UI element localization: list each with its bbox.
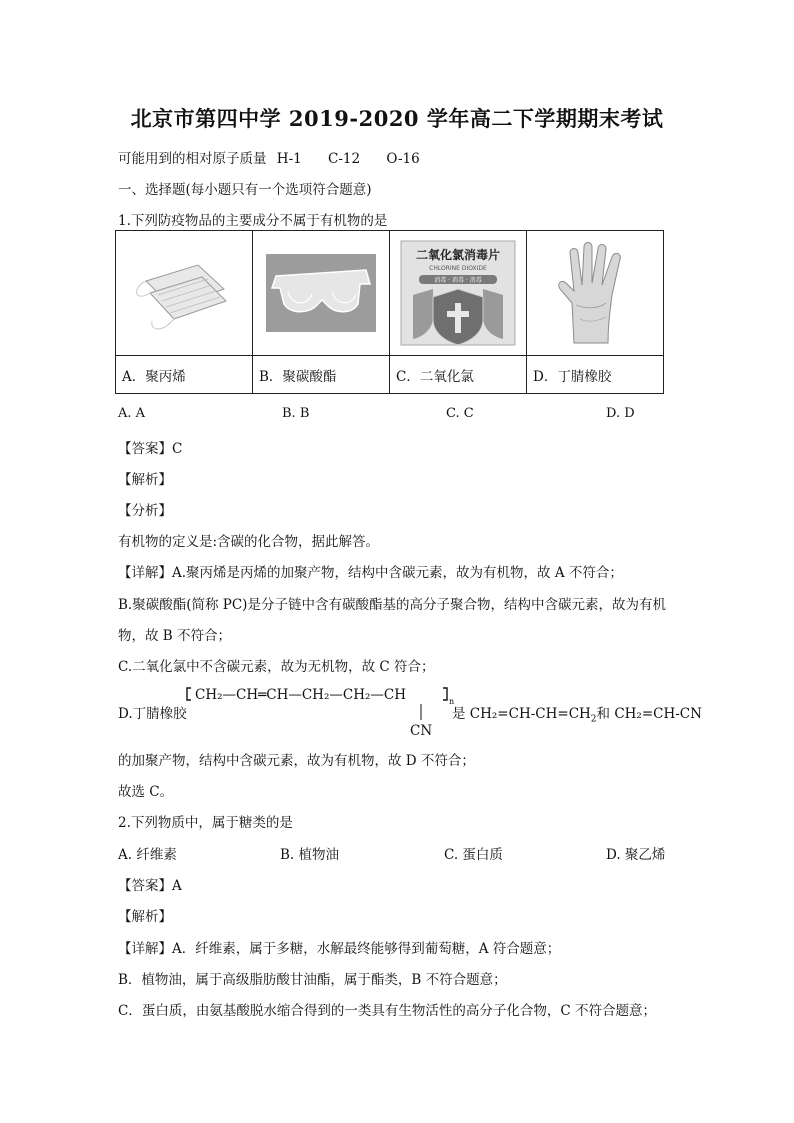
q1-choice-c: C. C — [446, 406, 474, 421]
disinfectant-package-image — [399, 239, 517, 347]
q2-answer: 【答案】A — [118, 878, 182, 894]
option-b-image-cell — [253, 231, 390, 356]
monomer-1-subscript: 2 — [590, 714, 597, 725]
face-mask-icon — [128, 251, 240, 335]
option-b-label: B．聚碳酸酯 — [253, 356, 390, 394]
option-d-label: D．丁腈橡胶 — [527, 356, 664, 394]
q2-stem: 2.下列物质中，属于糖类的是 — [118, 815, 293, 831]
q2-choice-a: A. 纤维素 — [118, 847, 177, 863]
q2-choice-c: C. 蛋白质 — [444, 847, 503, 863]
q1-detail-d2: 的加聚产物，结构中含碳元素，故为有机物，故 D 不符合； — [118, 753, 475, 769]
q1-detail-b2: 物，故 B 不符合； — [118, 628, 232, 644]
monomer-2: 和 CH₂=CH-CN — [596, 706, 702, 722]
q2-detail-c: C．蛋白质，由氨基酸脱水缩合得到的一类具有生物活性的高分子化合物，C 不符合题意； — [118, 1003, 656, 1019]
q1-choice-a: A. A — [118, 406, 146, 421]
atomic-mass-label: 可能用到的相对原子质量 — [118, 151, 267, 167]
q1-conclusion: 故选 C。 — [118, 784, 174, 800]
option-c-label: C．二氧化氯 — [390, 356, 527, 394]
formula-main-chain: CH₂—CH═CH—CH₂—CH₂—CH — [195, 687, 406, 703]
q1-options-table — [115, 230, 664, 394]
q2-detail-a: 【详解】A．纤维素，属于多糖，水解最终能够得到葡萄糖，A 符合题意； — [118, 941, 561, 957]
safety-goggles-icon — [262, 248, 380, 338]
q1-fenxi: 有机物的定义是:含碳的化合物，据此解答。 — [118, 534, 380, 550]
atomic-mass-line — [118, 147, 442, 167]
page-title: 北京市第四中学 2019-2020 学年高二下学期期末考试 — [130, 106, 664, 131]
q2-choices — [118, 843, 678, 861]
mass-h: H-1 — [276, 151, 302, 167]
q1-fenxi-heading: 【分析】 — [118, 503, 172, 519]
package-subtitle: CHLORINE DIOXIDE — [429, 265, 487, 272]
q1-choices — [118, 406, 638, 424]
option-a-image-cell — [116, 231, 253, 356]
polymer-structure-formula — [185, 682, 455, 740]
q1-detail-d-suffix — [452, 702, 702, 725]
glove-icon — [550, 239, 640, 347]
q1-stem: 1.下列防疫物品的主要成分不属于有机物的是 — [118, 213, 388, 229]
option-c-image-cell — [390, 231, 527, 356]
q1-analysis-heading: 【解析】 — [118, 472, 172, 488]
q2-analysis-heading: 【解析】 — [118, 909, 172, 925]
package-title: 二氧化氯消毒片 — [415, 248, 501, 262]
formula-branch-cn: CN — [410, 723, 433, 739]
formula-subscript-n: n — [449, 697, 455, 706]
mass-c: C-12 — [328, 151, 361, 167]
mass-o: O-16 — [386, 151, 420, 167]
q2-choice-d: D. 聚乙烯 — [606, 847, 666, 863]
q1-detail-b1: B.聚碳酸酯(简称 PC)是分子链中含有碳酸酯基的高分子聚合物，结构中含碳元素，故为有机 — [118, 597, 666, 613]
option-d-image-cell — [527, 231, 664, 356]
package-tag: 消毒 · 消毒 · 消毒 — [434, 277, 482, 284]
q1-choice-b: B. B — [282, 406, 310, 421]
q1-answer: 【答案】C — [118, 441, 183, 457]
q2-detail-b: B．植物油，属于高级脂肪酸甘油酯，属于酯类，B 不符合题意； — [118, 972, 507, 988]
q1-detail-c: C.二氧化氯中不含碳元素，故为无机物，故 C 符合； — [118, 659, 435, 675]
q2-choice-b: B. 植物油 — [280, 847, 340, 863]
q1-detail-d-prefix: D.丁腈橡胶 — [118, 706, 187, 722]
q1-choice-d: D. D — [606, 406, 635, 421]
section-heading: 一、选择题(每小题只有一个选项符合题意) — [118, 182, 372, 198]
option-a-label: A．聚丙烯 — [116, 356, 253, 394]
q1-detail-a: 【详解】A.聚丙烯是丙烯的加聚产物，结构中含碳元素，故为有机物，故 A 不符合； — [118, 565, 623, 581]
monomer-1: 是 CH₂=CH-CH=CH — [452, 706, 591, 722]
